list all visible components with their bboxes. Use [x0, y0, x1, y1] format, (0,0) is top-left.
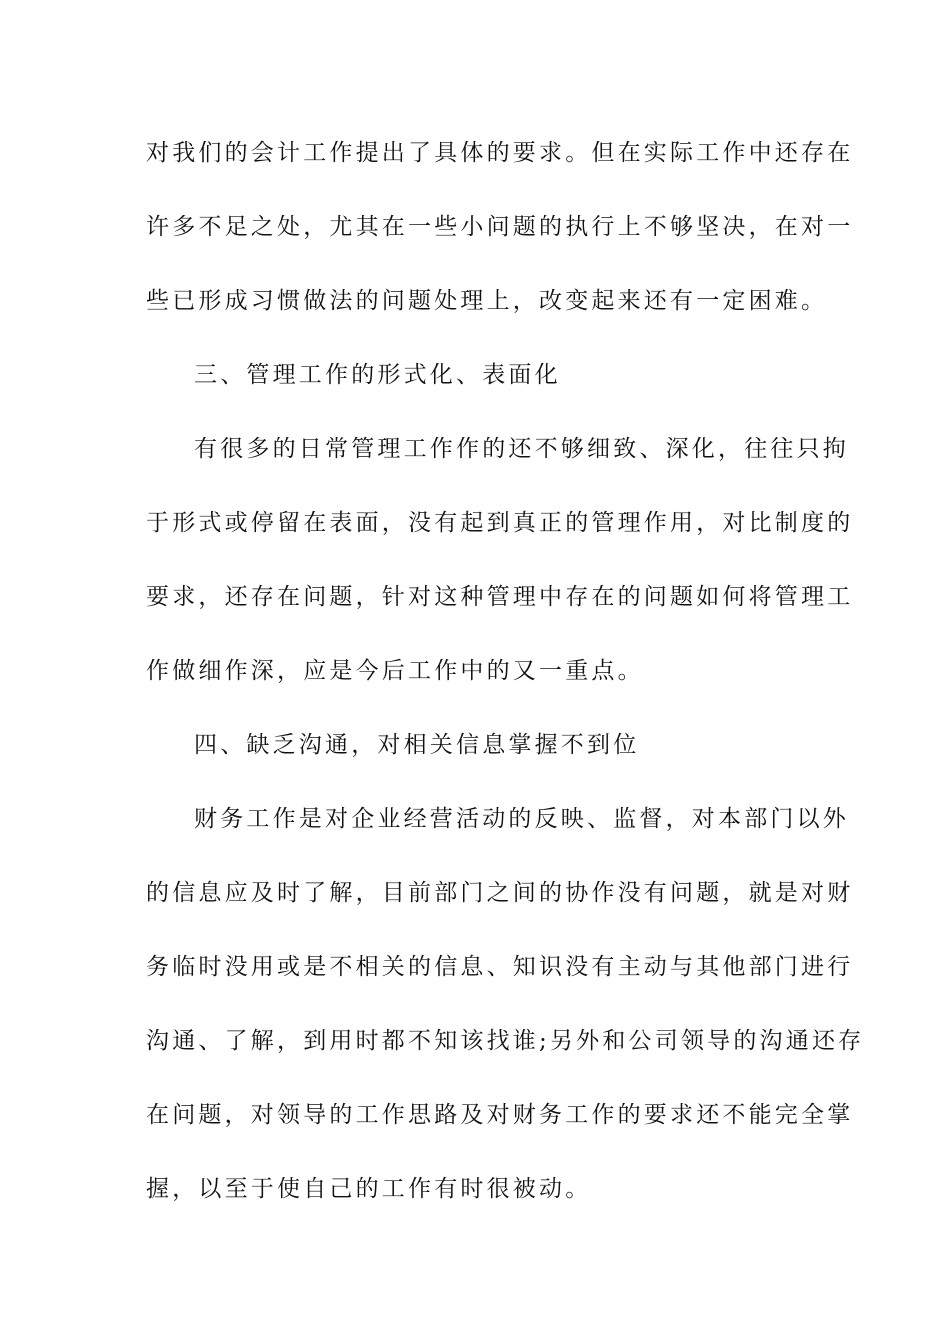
body-text-line: 许多不足之处，尤其在一些小问题的执行上不够坚决，在对一: [146, 214, 854, 240]
section-heading: 三、管理工作的形式化、表面化: [194, 362, 561, 388]
body-text-line: 握，以至于使自己的工作有时很被动。: [146, 1176, 592, 1202]
body-text-line: 的信息应及时了解，目前部门之间的协作没有问题，就是对财: [146, 880, 854, 906]
body-text-line: 沟通、了解，到用时都不知该找谁;另外和公司领导的沟通还存: [146, 1028, 865, 1054]
body-text-line: 要求，还存在问题，针对这种管理中存在的问题如何将管理工: [146, 584, 854, 610]
body-text-line: 有很多的日常管理工作作的还不够细致、深化，往往只拘: [194, 436, 849, 462]
body-text-line: 在问题，对领导的工作思路及对财务工作的要求还不能完全掌: [146, 1102, 854, 1128]
body-text-line: 作做细作深，应是今后工作中的又一重点。: [146, 658, 644, 684]
body-text-line: 对我们的会计工作提出了具体的要求。但在实际工作中还存在: [146, 140, 854, 166]
body-text-line: 财务工作是对企业经营活动的反映、监督，对本部门以外: [194, 806, 849, 832]
section-heading: 四、缺乏沟通，对相关信息掌握不到位: [194, 732, 640, 758]
body-text-line: 于形式或停留在表面，没有起到真正的管理作用，对比制度的: [146, 510, 854, 536]
body-text-line: 些已形成习惯做法的问题处理上，改变起来还有一定困难。: [146, 288, 828, 314]
body-text-line: 务临时没用或是不相关的信息、知识没有主动与其他部门进行: [146, 954, 854, 980]
